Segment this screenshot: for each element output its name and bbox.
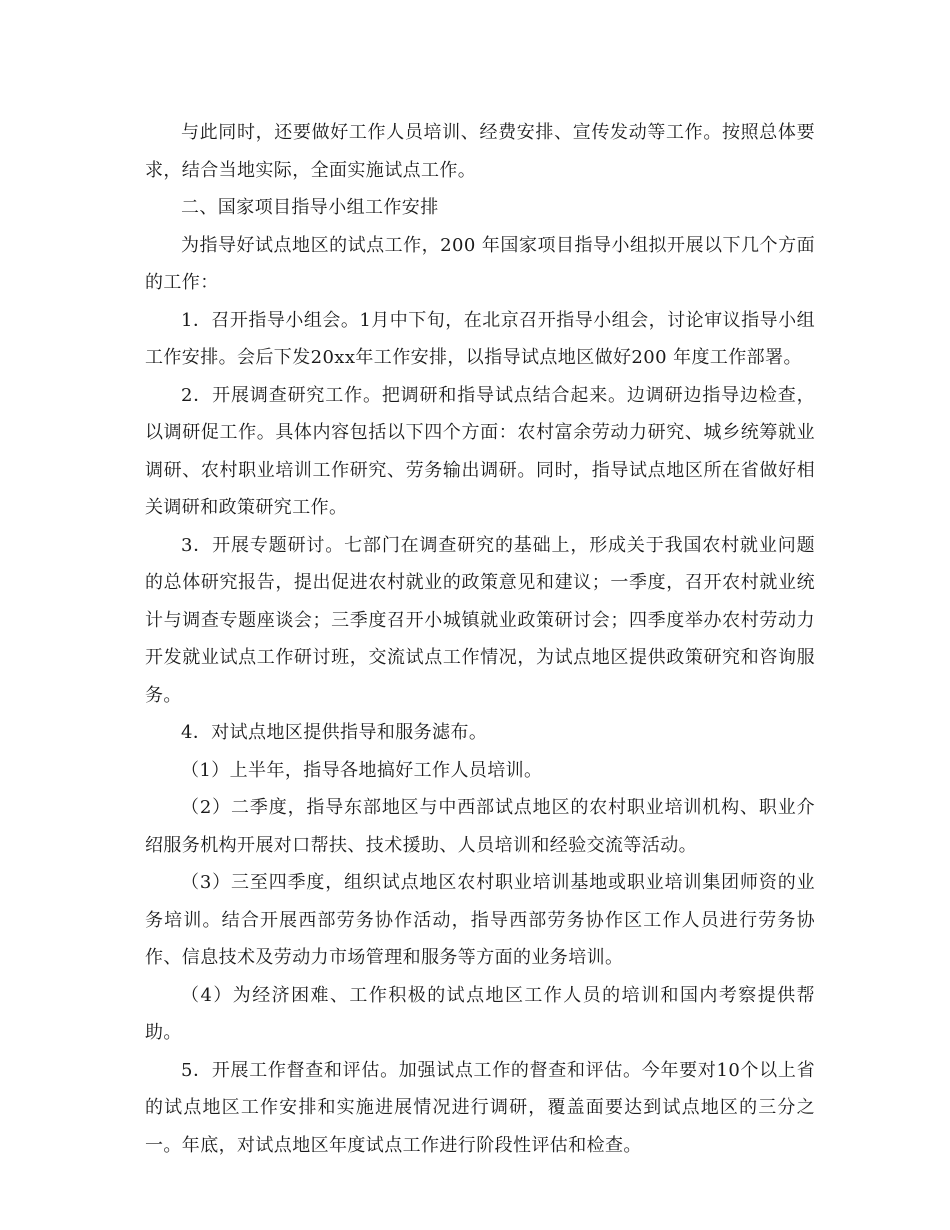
document-body — [145, 114, 815, 1164]
subitem-2-paragraph: （2）二季度，指导东部地区与中西部试点地区的农村职业培训机构、职业介绍服务机构开展对口帮扶、技术援助、人员培训和经验交流等活动。 — [145, 797, 815, 856]
subitem-4-paragraph: （4）为经济困难、工作积极的试点地区工作人员的培训和国内考察提供帮助。 — [145, 984, 815, 1043]
item-5-paragraph: 5．开展工作督查和评估。加强试点工作的督查和评估。今年要对10个以上省的试点地区工作安排和实施进展情况进行调研，覆盖面要达到试点地区的三分之一。年底，对试点地区年度试点工作进行阶段性评估和检查。 — [145, 1059, 815, 1156]
paragraph-intro: 与此同时，还要做好工作人员培训、经费安排、宣传发动等工作。按照总体要求，结合当地实际，全面实施试点工作。 — [145, 122, 815, 181]
item-3-paragraph: 3．开展专题研讨。七部门在调查研究的基础上，形成关于我国农村就业问题的总体研究报告，提出促进农村就业的政策意见和建议；一季度，召开农村就业统计与调查专题座谈会；三季度召开小城镇就业政策研讨会；四季度举办农村劳动力开发就业试点工作研讨班，交流试点工作情况，为试点地区提供政策研究和咨询服务。 — [145, 534, 815, 706]
item-1-paragraph: 1．召开指导小组会。1月中下旬，在北京召开指导小组会，讨论审议指导小组工作安排。会后下发20xx年工作安排，以指导试点地区做好200 年度工作部署。 — [145, 309, 815, 368]
paragraph-overview: 为指导好试点地区的试点工作，200 年国家项目指导小组拟开展以下几个方面的工作： — [145, 234, 815, 293]
subitem-3-paragraph: （3）三至四季度，组织试点地区农村职业培训基地或职业培训集团师资的业务培训。结合开展西部劳务协作活动，指导西部劳务协作区工作人员进行劳务协作、信息技术及劳动力市场管理和服务等方面的业务培训。 — [145, 872, 815, 968]
section-heading: 二、国家项目指导小组工作安排 — [181, 197, 439, 218]
subitem-1-paragraph: （1）上半年，指导各地搞好工作人员培训。 — [181, 759, 543, 781]
item-4-paragraph: 4．对试点地区提供指导和服务滤布。 — [181, 722, 488, 743]
item-2-paragraph: 2．开展调查研究工作。把调研和指导试点结合起来。边调研边指导边检查，以调研促工作。具体内容包括以下四个方面：农村富余劳动力研究、城乡统筹就业调研、农村职业培训工作研究、劳务输出调研。同时，指导试点地区所在省做好相关调研和政策研究工作。 — [145, 384, 815, 518]
